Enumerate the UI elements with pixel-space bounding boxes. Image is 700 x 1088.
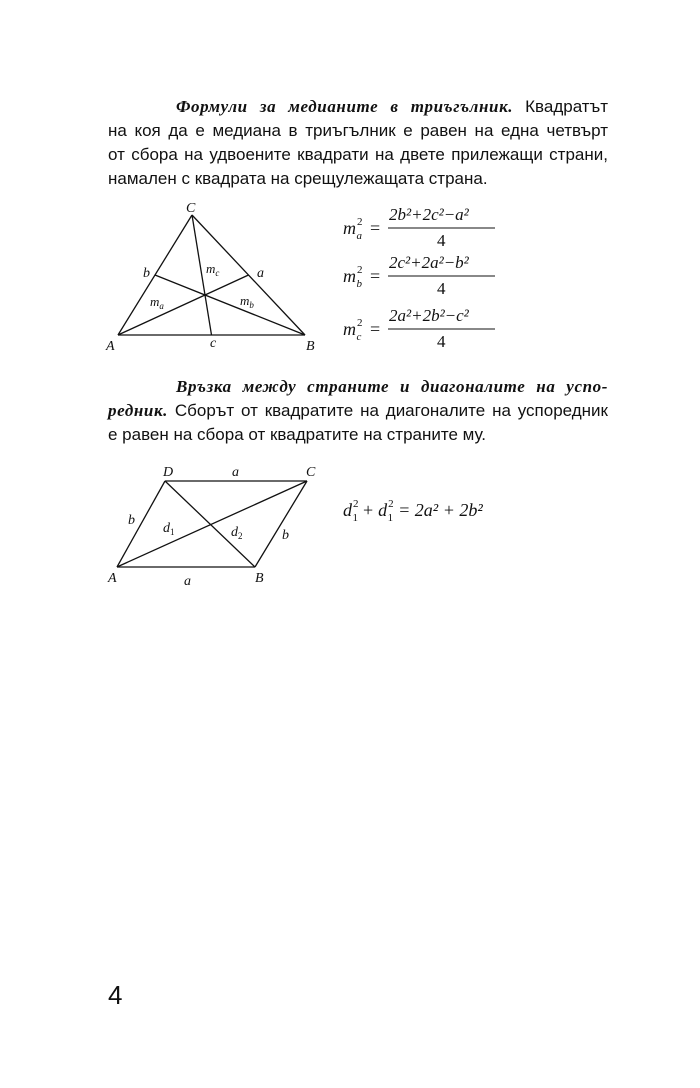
svg-text:d21+d21= 2a² + 2b²: $d^2$ $1 + d^2$ 1 = 2a² + 2b² <box>343 498 483 524</box>
mc-equals: = <box>370 319 381 339</box>
side-a-bottom-label: a <box>184 574 191 589</box>
diagonals-heading-part2: редник. <box>108 401 169 420</box>
parallelogram-diagram <box>100 460 330 595</box>
diagonal-d1-label: $d_1$ <box>163 521 175 537</box>
ma-equals: = <box>370 218 381 238</box>
medians-line-3: от сбора на удвоените квадрати на двете прилежащи страни, <box>108 145 608 164</box>
d2-symbol: d <box>378 500 388 520</box>
vertex-B-label: B <box>306 339 315 354</box>
triangle-diagram <box>100 195 330 360</box>
mb-equals: = <box>370 266 381 286</box>
vertex-A-label: A <box>106 339 115 354</box>
ma-numerator: 2b²+2c²−a² <box>389 205 469 224</box>
side-AD <box>117 481 165 567</box>
formula-ma <box>340 205 520 255</box>
medians-line-1 <box>108 95 608 119</box>
side-c-label: c <box>210 336 217 351</box>
side-b-right-label: b <box>282 528 289 543</box>
diagonal-AC <box>117 481 307 567</box>
ma-symbol: $m^2$ a <box>343 216 363 242</box>
diagonals-paragraph <box>108 375 608 447</box>
diagonal-d2-label: $d_2$ <box>231 525 243 541</box>
vertex-D-label: D <box>163 465 174 480</box>
diagonal-formula <box>340 492 550 532</box>
mb-symbol: $m^2$ b <box>343 264 363 290</box>
side-b-left-label: b <box>128 513 135 528</box>
median-mb-label: $m_b$ <box>240 293 254 310</box>
page-number: 4 <box>108 980 123 1010</box>
mc-numerator: 2a²+2b²−c² <box>389 306 469 325</box>
diagonals-line-3: е равен на сбора от квадратите на страните му. <box>108 425 487 444</box>
vertex-A2-label: A <box>108 571 117 586</box>
ma-denominator: 4 <box>437 231 446 250</box>
median-mc-label: $m_c$ <box>206 261 220 278</box>
formula-mb <box>340 253 520 303</box>
side-b-label: b <box>143 266 150 281</box>
vertex-C2-label: C <box>306 465 316 480</box>
diagonals-line-1 <box>108 375 608 399</box>
diagonal-DB <box>165 481 255 567</box>
vertex-B2-label: B <box>255 571 264 586</box>
mb-numerator: 2c²+2a²−b² <box>389 253 469 272</box>
medians-line1-rest: Квадратът <box>525 97 608 116</box>
d1-symbol: d <box>343 500 352 520</box>
formula-mc <box>340 306 520 356</box>
formula-rhs: = 2a² + 2b² <box>398 500 483 520</box>
side-BC <box>255 481 307 567</box>
mb-denominator: 4 <box>437 279 446 298</box>
diagonals-heading-part1: Връзка между страните и диагоналите на успо- <box>176 377 608 396</box>
mc-symbol: $m^2$ c <box>343 317 363 343</box>
diagonals-line2-rest: Сборът от квадратите на диагоналите на успоредник <box>174 401 608 420</box>
plus-sign: + <box>363 500 374 520</box>
side-a-label: a <box>257 266 264 281</box>
mc-denominator: 4 <box>437 332 446 351</box>
medians-heading: Формули за медианите в триъгълник. <box>176 97 514 116</box>
vertex-C-label: C <box>186 201 196 216</box>
medians-line-4: намален с квадрата на срещулежащата страна. <box>108 169 488 188</box>
median-ma-label: $m_a$ <box>150 294 164 311</box>
side-a-top-label: a <box>232 465 239 480</box>
diagonals-line-2 <box>108 399 608 423</box>
medians-line-2: на коя да е медиана в триъгълник е равен на една четвърт <box>108 121 608 140</box>
medians-paragraph <box>108 95 608 191</box>
